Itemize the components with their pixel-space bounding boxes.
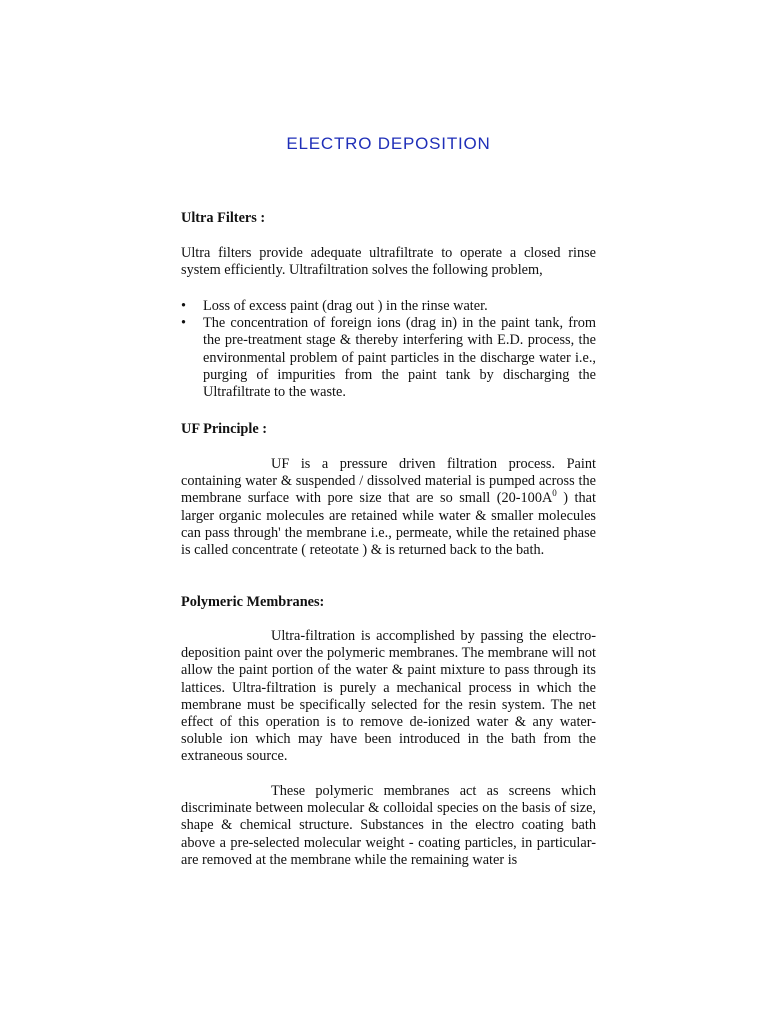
ultra-filters-intro: Ultra filters provide adequate ultrafiltrate to operate a closed rinse system efficiently. Ultrafiltration solves the following problem, bbox=[181, 245, 596, 279]
ultra-filters-bullet-list bbox=[181, 298, 596, 401]
polymeric-membranes-paragraph-1: Ultra-filtration is accomplished by passing the electro-deposition paint over the polymeric membranes. The membrane will not allow the paint portion of the water & paint mixture to pass through its lattices. Ultra-filtration is purely a mechanical process in which the membrane must be specifically selected for the resin system. The net effect of this operation is to remove de-ionized water & any water-soluble ion which may have been introduced in the bath from the extraneous source. bbox=[181, 628, 596, 765]
bullet-text: Loss of excess paint (drag out ) in the rinse water. bbox=[203, 298, 488, 314]
uf-principle-paragraph bbox=[181, 456, 596, 559]
list-item bbox=[181, 298, 596, 315]
document-title: ELECTRO DEPOSITION bbox=[286, 134, 491, 153]
bullet-text: The concentration of foreign ions (drag in) in the paint tank, from the pre-treatment stage & thereby interfering with E.D. process, the environmental problem of paint particles in the discharge water i.e., purging of impurities from the paint tank by discharging the Ultrafiltrate to the waste. bbox=[203, 315, 596, 401]
heading-uf-principle: UF Principle : bbox=[181, 421, 268, 437]
bullet-icon: • bbox=[181, 298, 187, 314]
polymeric-membranes-paragraph-2: These polymeric membranes act as screens which discriminate between molecular & colloidal species on the basis of size, shape & chemical structure. Substances in the electro coating bath above a pre-selected molecular weight - coating particles, in particular-are removed at the membrane while the remaining water is bbox=[181, 783, 596, 868]
heading-polymeric-membranes: Polymeric Membranes: bbox=[181, 594, 325, 610]
list-item bbox=[181, 315, 596, 401]
uf-principle-text-1: UF is a pressure driven filtration process. Paint containing water & suspended / dissolved material is pumped across the membrane surface with pore size that are so small (20-100A bbox=[181, 456, 596, 507]
superscript-zero: 0 bbox=[552, 488, 557, 499]
bullet-icon: • bbox=[181, 315, 187, 332]
heading-ultra-filters: Ultra Filters : bbox=[181, 210, 266, 226]
uf-principle-text-2: ) that larger organic molecules are retained while water & smaller molecules can pass through' the membrane i.e., permeate, while the retained phase is called concentrate ( reteotate ) & is returned back to the bath. bbox=[181, 490, 596, 559]
